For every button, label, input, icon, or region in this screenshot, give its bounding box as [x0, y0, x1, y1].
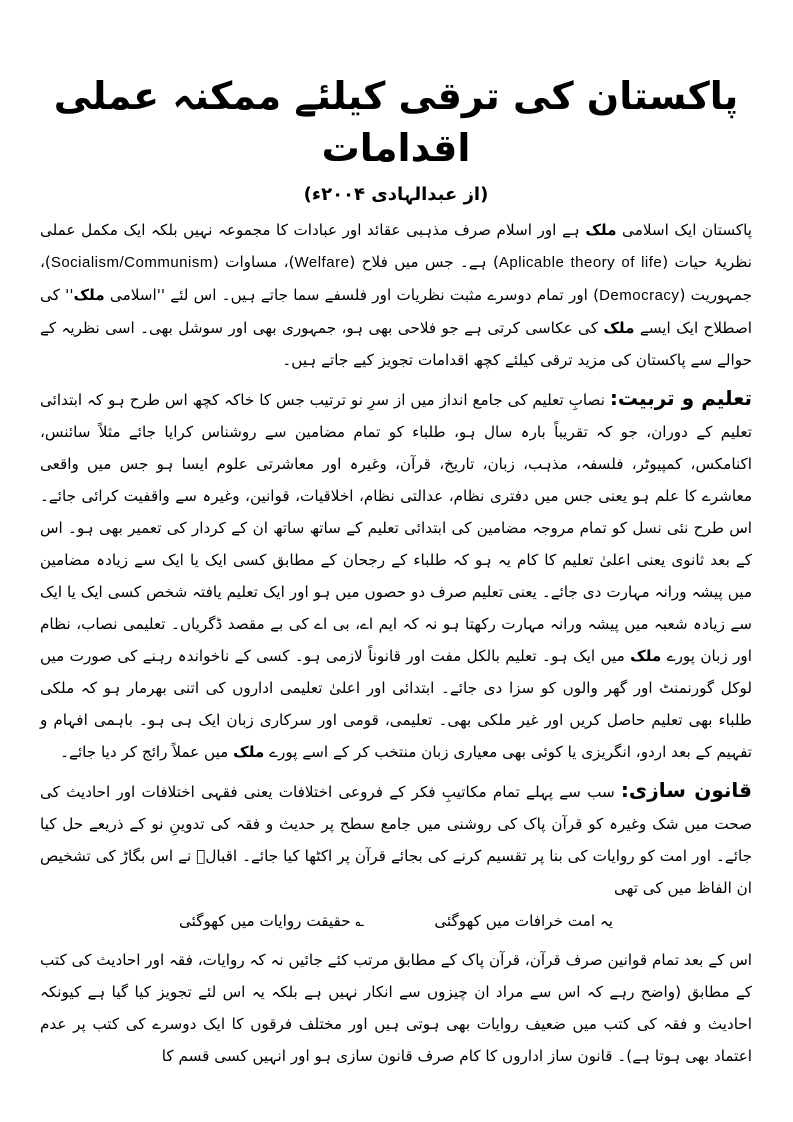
legislation-paragraph	[40, 774, 752, 904]
intro-text: '' کی اصطلاح ایک ایسے	[40, 286, 752, 337]
intro-text: کی عکاسی کرتی ہے جو فلاحی بھی ہو، جمہوری بھی اور سوشل بھی۔ اسی نظریہ کے حوالے سے پاکستان کی مزید ترقی کیلئے کچھ اقدامات تجویز کیے جاتے ہیں۔	[40, 319, 752, 369]
emphasis-word: ملک	[73, 286, 105, 304]
intro-text: ہے اور اسلام صرف مذہبی عقائد اور عبادات کا مجموعہ نہیں بلکہ ایک مکمل عملی نظریۂ حیات (	[40, 221, 752, 271]
intro-text: )، جمہوریت (	[40, 253, 752, 304]
intro-text: )، مساوات (	[212, 253, 295, 271]
legislation-text: سب سے پہلے تمام مکاتیبِ فکر کے فروعی اختلافات یعنی فقہی اختلافات اور احادیث کی صحت میں شک وغیرہ کو قرآن پاک کی روشنی میں جامع سطح پر حدیث و فقہ کی تدوینِ نو کے ذریعے حل کیا جائے۔ اور امت کو روایات کی بنا پر تقسیم کرنے کی بجائے قرآن پر اکٹھا کیا جائے۔ اقبالؒ نے اس بگاڑ کی تشخیص ان الفاظ میں کی تھی	[40, 783, 752, 897]
emphasis-word: ملک	[603, 319, 635, 337]
education-heading: تعلیم و تربیت:	[609, 386, 753, 410]
latin-term: Welfare	[294, 254, 350, 271]
intro-paragraph	[40, 214, 752, 376]
latin-term: Aplicable theory of life	[498, 254, 663, 271]
education-text: میں ایک ہو۔ تعلیم بالکل مفت اور قانوناً لازمی ہو۔ کسی کے ناخواندہ رہنے کی صورت میں لوکل گورنمنٹ اور گھر والوں کو سزا دی جائے۔ ابتدائی اور اعلیٰ تعلیمی اداروں کی اتنی بھرمار ہو کہ ملکی طلباء بھی تعلیم حاصل کریں اور غیر ملکی بھی۔ تعلیمی، قومی اور سرکاری زبان ایک ہی ہو۔ باہمی افہام و تفہیم کے بعد اردو، انگریزی یا کوئی بھی معیاری زبان منتخب کر کے اسے پورے	[40, 647, 752, 761]
intro-text: ) اور تمام دوسرے مثبت نظریات اور فلسفے سما جاتے ہیں۔ اس لئے ''اسلامی	[104, 286, 600, 304]
author-line: (از عبدالہادی ۲۰۰۴ء)	[303, 184, 489, 205]
education-text: میں عملاً رائج کر دیا جائے۔	[60, 743, 234, 761]
verse-line-2: ؎ حقیقت روایات میں کھوگئی	[178, 912, 365, 930]
latin-term: Democracy	[599, 287, 680, 304]
latin-term: Socialism/Communism	[50, 254, 213, 271]
legislation-paragraph-continued	[40, 944, 752, 1072]
legislation-text: اس کے بعد تمام قوانین صرف قرآن، قرآن پاک کے مطابق مرتب کئے جائیں نہ کہ روایات، فقہ اور احادیث کی کتب کے مطابق (واضح رہے کہ اس سے مراد ان چیزوں سے انکار نہیں ہے بلکہ یہ اس لئے تجویز کیا گیا ہے کیونکہ احادیث و فقہ کی کتب میں ضعیف روایات بھی ہوتی ہیں اور مختلف فرقوں کا ایک دوسرے کی کتب پر عدم اعتماد بھی ہوتا ہے)۔ قانون ساز اداروں کا کام صرف قانون سازی ہو اور انہیں کسی قسم کا	[40, 951, 752, 1065]
emphasis-word: ملک	[630, 647, 662, 665]
verse-line-1: یہ امت خرافات میں کھوگئی	[434, 912, 614, 930]
document-title: پاکستان کی ترقی کیلئے ممکنہ عملی اقدامات	[53, 74, 739, 170]
education-paragraph	[40, 382, 752, 768]
emphasis-word: ملک	[233, 743, 265, 761]
legislation-heading: قانون سازی:	[620, 778, 752, 802]
emphasis-word: ملک	[585, 221, 617, 239]
intro-text: ) ہے۔ جس میں فلاح (	[349, 253, 499, 271]
document-page	[40, 70, 752, 1110]
poetry-verse	[40, 906, 752, 936]
intro-text: پاکستان ایک اسلامی	[616, 221, 752, 239]
education-text: نصابِ تعلیم کی جامع انداز میں از سرِ نو ترتیب جس کا خاکہ کچھ اس طرح ہو کہ ابتدائی تعلیم کے دوران، جو کہ تقریباً بارہ سال ہو، طلباء کو تمام مضامین سے روشناس کرایا جائے مثلاً سائنس، اکنامکس، کمپیوٹر، فلسفہ، مذہب، زبان، تاریخ، قرآن، وغیرہ اور معاشرتی علوم ایسا ہو جس میں واقعی معاشرے کا علم ہو یعنی جس میں دفتری نظام، عدالتی نظام، اخلاقیات، قوانین، وغیرہ سے واقفیت کرائی جائے۔ اس طرح نئی نسل کو تمام مروجہ مضامین کی ابتدائی تعلیم کے ساتھ ساتھ ان کے کردار کی تعمیر بھی ہو۔ اس کے بعد ثانوی یعنی اعلیٰ تعلیم کا کام یہ ہو کہ طلباء کے رجحان کے مطابق کسی ایک یا ایک سے زیادہ مضامین میں پیشہ ورانہ مہارت دی جائے۔ یعنی تعلیم صرف دو حصوں میں ہو اور ایک تعلیم یافتہ شخص کسی ایک یا ایک سے زیادہ شعبہ میں پیشہ ورانہ مہارت رکھتا ہو نہ کہ ایم اے، بی اے کی بے مقصد ڈگریاں۔ تعلیمی نصاب، نظام اور زبان پورے	[40, 391, 752, 665]
